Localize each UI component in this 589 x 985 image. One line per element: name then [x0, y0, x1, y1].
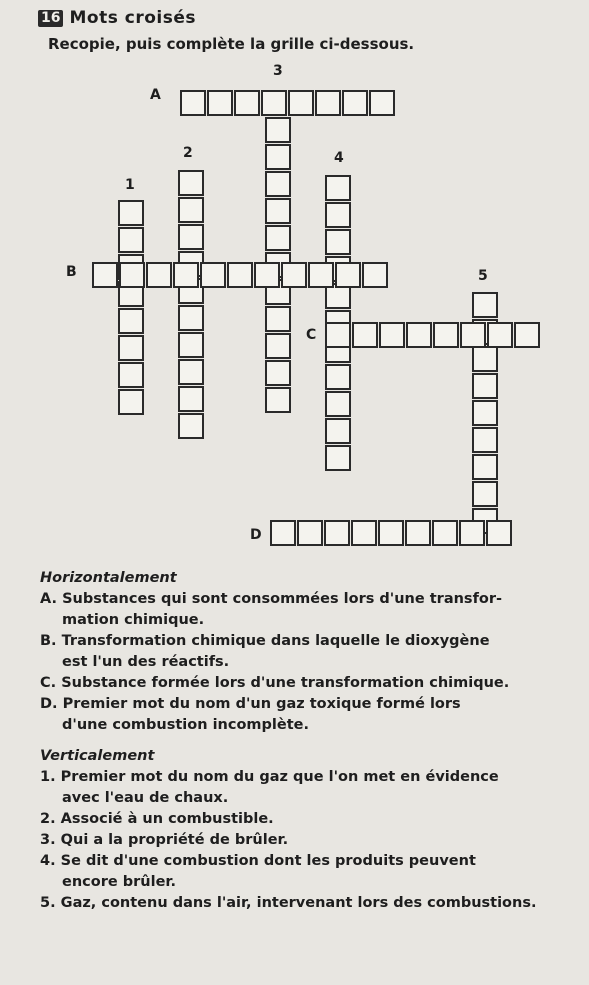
crossword-cell[interactable]	[173, 262, 199, 288]
clue-key: 2.	[40, 811, 56, 827]
crossword-cell[interactable]	[178, 224, 204, 250]
crossword-cell[interactable]	[178, 197, 204, 223]
crossword-cell[interactable]	[433, 322, 459, 348]
crossword-cell[interactable]	[178, 305, 204, 331]
crossword-cell[interactable]	[146, 262, 172, 288]
crossword-cell[interactable]	[92, 262, 118, 288]
crossword-cell[interactable]	[200, 262, 226, 288]
exercise-title: Mots croisés	[69, 8, 196, 28]
crossword-cell[interactable]	[118, 362, 144, 388]
crossword-cell[interactable]	[178, 332, 204, 358]
crossword-cell[interactable]	[265, 198, 291, 224]
crossword-cell[interactable]	[270, 520, 296, 546]
exercise-number: 16	[38, 10, 63, 27]
label-1: 1	[125, 177, 135, 193]
crossword-cell[interactable]	[265, 333, 291, 359]
label-3: 3	[273, 63, 283, 79]
clue-text: Associé à un combustible.	[60, 811, 274, 827]
crossword-cell[interactable]	[405, 520, 431, 546]
clue-key: 5.	[40, 895, 56, 911]
crossword-cell[interactable]	[265, 225, 291, 251]
clue-text: Qui a la propriété de brûler.	[60, 832, 289, 848]
clue-1	[40, 767, 575, 809]
instruction-text: Recopie, puis complète la grille ci-dessous.	[48, 35, 415, 53]
crossword-cell[interactable]	[178, 413, 204, 439]
clue-text: Substance formée lors d'une transformation chimique.	[61, 675, 510, 691]
clue-text-cont: mation chimique.	[62, 612, 205, 628]
clue-key: B.	[40, 633, 57, 649]
crossword-cell[interactable]	[325, 445, 351, 471]
clue-key: 3.	[40, 832, 56, 848]
crossword-cell[interactable]	[207, 90, 233, 116]
clue-C	[40, 673, 575, 694]
crossword-cell[interactable]	[325, 391, 351, 417]
clue-text: Gaz, contenu dans l'air, intervenant lors des combustions.	[60, 895, 537, 911]
clue-key: 4.	[40, 853, 56, 869]
clue-text: Substances qui sont consommées lors d'une transfor-	[62, 591, 503, 607]
clue-text-cont: d'une combustion incomplète.	[62, 717, 309, 733]
crossword-cell[interactable]	[325, 418, 351, 444]
crossword-cell[interactable]	[180, 90, 206, 116]
clue-key: D.	[40, 696, 58, 712]
vertical-title: Verticalement	[40, 748, 155, 764]
crossword-cell[interactable]	[325, 175, 351, 201]
label-D: D	[250, 527, 262, 543]
label-5: 5	[478, 268, 488, 284]
crossword-cell[interactable]	[472, 427, 498, 453]
crossword-cell[interactable]	[234, 90, 260, 116]
crossword-cell[interactable]	[362, 262, 388, 288]
crossword-cell[interactable]	[406, 322, 432, 348]
crossword-cell[interactable]	[325, 322, 351, 348]
crossword-cell[interactable]	[342, 90, 368, 116]
crossword-cell[interactable]	[335, 262, 361, 288]
crossword-cell[interactable]	[472, 373, 498, 399]
label-2: 2	[183, 145, 193, 161]
crossword-cell[interactable]	[514, 322, 540, 348]
crossword-cell[interactable]	[472, 454, 498, 480]
crossword-cell[interactable]	[288, 90, 314, 116]
crossword-cell[interactable]	[352, 322, 378, 348]
label-B: B	[66, 264, 77, 280]
crossword-cell[interactable]	[472, 481, 498, 507]
clue-2	[40, 809, 575, 830]
crossword-cell[interactable]	[472, 292, 498, 318]
crossword-cell[interactable]	[118, 227, 144, 253]
crossword-cell[interactable]	[178, 359, 204, 385]
clue-text-cont: est l'un des réactifs.	[62, 654, 230, 670]
crossword-cell[interactable]	[227, 262, 253, 288]
clue-4	[40, 851, 575, 893]
crossword-cell[interactable]	[254, 262, 280, 288]
crossword-cell[interactable]	[178, 170, 204, 196]
clue-text: Se dit d'une combustion dont les produits peuvent	[60, 853, 476, 869]
crossword-cell[interactable]	[265, 387, 291, 413]
crossword-cell[interactable]	[297, 520, 323, 546]
clue-text: Transformation chimique dans laquelle le dioxygène	[61, 633, 490, 649]
clue-D	[40, 694, 575, 736]
crossword-cell[interactable]	[265, 360, 291, 386]
crossword-cell[interactable]	[378, 520, 404, 546]
crossword-cell[interactable]	[459, 520, 485, 546]
crossword-cell[interactable]	[472, 346, 498, 372]
crossword-cell[interactable]	[351, 520, 377, 546]
crossword-cell[interactable]	[325, 364, 351, 390]
crossword-cell[interactable]	[369, 90, 395, 116]
crossword-cell[interactable]	[119, 262, 145, 288]
crossword-cell[interactable]	[118, 389, 144, 415]
label-C: C	[306, 327, 317, 343]
crossword-cell[interactable]	[486, 520, 512, 546]
crossword-cell[interactable]	[178, 386, 204, 412]
crossword-cell[interactable]	[324, 520, 350, 546]
clue-key: A.	[40, 591, 57, 607]
crossword-cell[interactable]	[379, 322, 405, 348]
clue-key: 1.	[40, 769, 56, 785]
crossword-cell[interactable]	[487, 322, 513, 348]
clue-5	[40, 893, 575, 914]
clue-text-cont: avec l'eau de chaux.	[62, 790, 229, 806]
crossword-cell[interactable]	[281, 262, 307, 288]
clue-text: Premier mot du nom du gaz que l'on met en évidence	[60, 769, 499, 785]
label-4: 4	[334, 150, 344, 166]
clue-A	[40, 589, 575, 631]
crossword-cell[interactable]	[432, 520, 458, 546]
crossword-cell[interactable]	[265, 144, 291, 170]
clue-key: C.	[40, 675, 57, 691]
crossword-cell[interactable]	[315, 90, 341, 116]
crossword-cell[interactable]	[118, 200, 144, 226]
crossword-cell[interactable]	[308, 262, 334, 288]
crossword-cell[interactable]	[325, 229, 351, 255]
clues-section	[40, 568, 575, 914]
crossword-cell[interactable]	[265, 306, 291, 332]
crossword-cell[interactable]	[325, 202, 351, 228]
crossword-cell[interactable]	[118, 308, 144, 334]
crossword-cell[interactable]	[460, 322, 486, 348]
crossword-cell[interactable]	[261, 90, 287, 116]
crossword-cell[interactable]	[265, 117, 291, 143]
clue-text-cont: encore brûler.	[62, 874, 176, 890]
clue-text: Premier mot du nom d'un gaz toxique formé lors	[62, 696, 461, 712]
crossword-cell[interactable]	[265, 171, 291, 197]
clue-B	[40, 631, 575, 673]
horizontal-title: Horizontalement	[40, 570, 177, 586]
clue-3	[40, 830, 575, 851]
crossword-cell[interactable]	[118, 335, 144, 361]
label-A: A	[150, 87, 161, 103]
crossword-cell[interactable]	[472, 400, 498, 426]
